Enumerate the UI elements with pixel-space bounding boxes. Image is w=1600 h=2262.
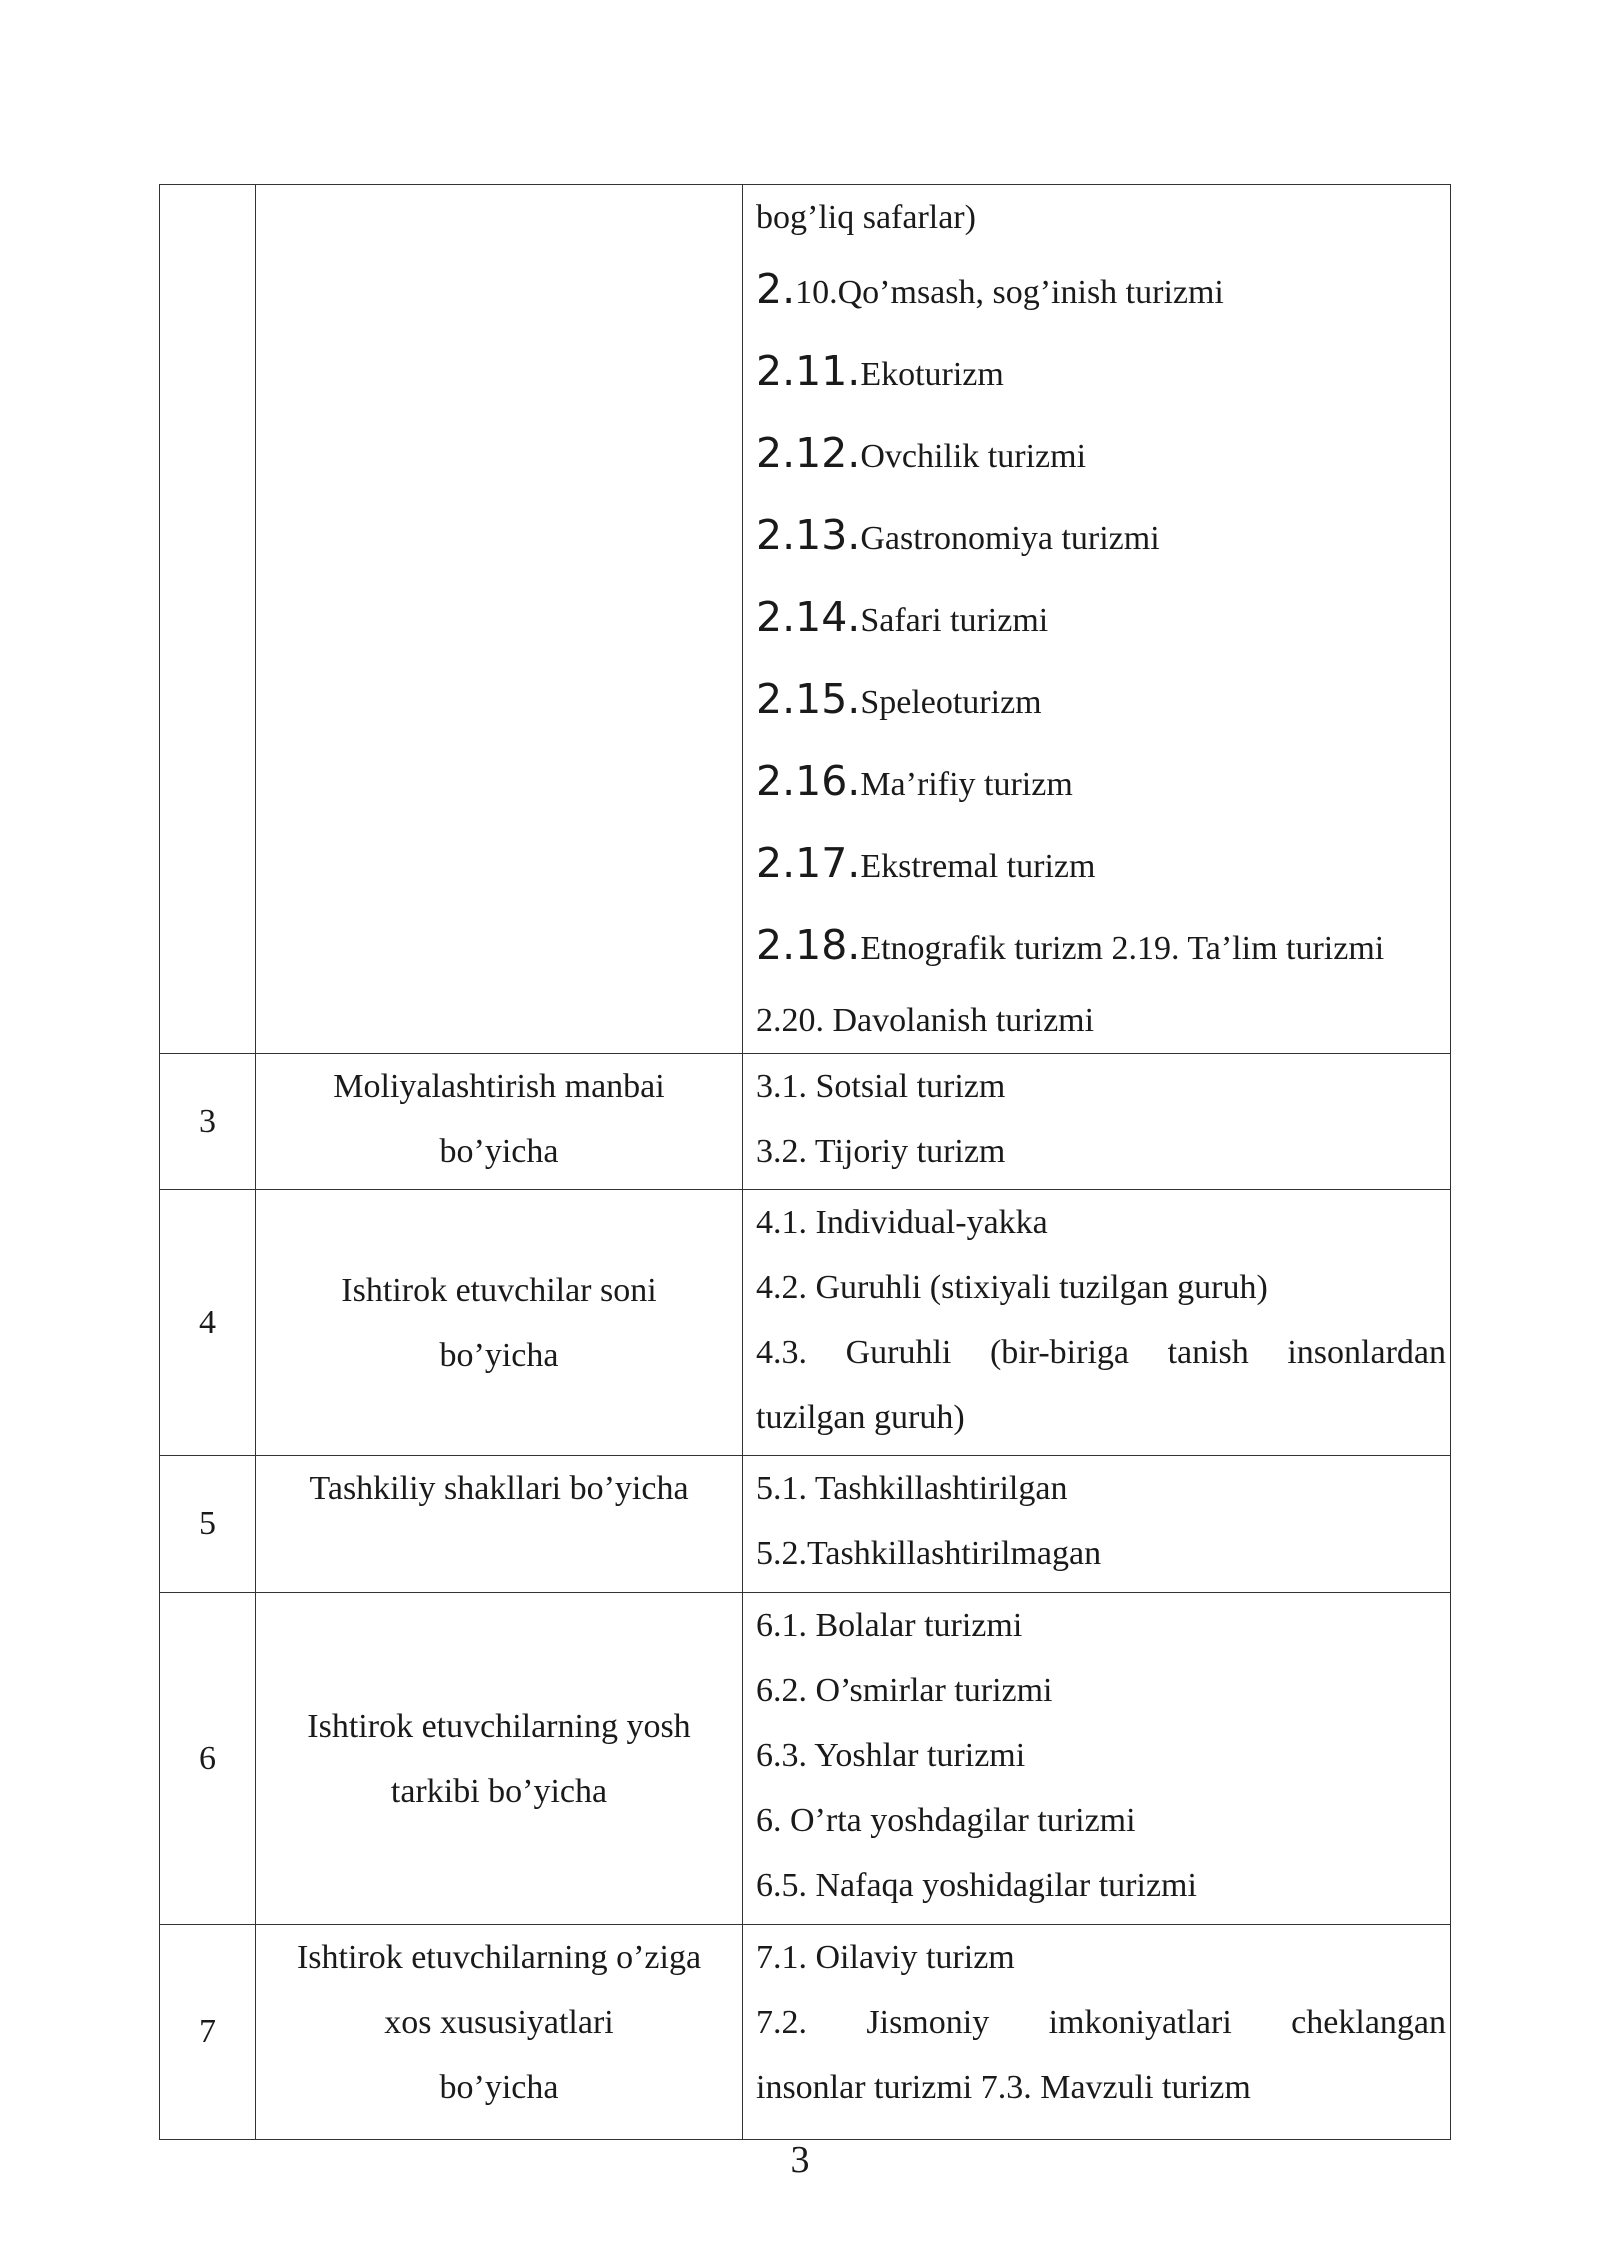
list-item: 7.1. Oilaviy turizm: [756, 1939, 1015, 1976]
list-item: [756, 332, 1446, 414]
item-text: Ma’rifiy turizm: [860, 766, 1073, 803]
category-cell: [256, 1190, 743, 1456]
list-item: 6.3. Yoshlar turizmi: [756, 1737, 1026, 1774]
list-item: 4.2. Guruhli (stixiyali tuzilgan guruh): [756, 1269, 1268, 1306]
row-number: 5: [160, 1456, 256, 1593]
item-text: Ekstremal turizm: [860, 848, 1096, 885]
row-number: 3: [160, 1054, 256, 1190]
list-item: [756, 742, 1446, 824]
items-cell: [743, 1456, 1451, 1593]
item-number: 2.: [756, 265, 796, 313]
list-item: 3.1. Sotsial turizm: [756, 1068, 1006, 1105]
list-item: insonlar turizmi 7.3. Mavzuli turizm: [756, 2069, 1251, 2106]
list-item: [756, 496, 1446, 578]
item-text: Etnografik turizm 2.19. Ta’lim turizmi: [860, 930, 1385, 967]
table-row: [160, 1054, 1451, 1190]
list-item: [756, 906, 1446, 988]
items-cell: [743, 1925, 1451, 2140]
item-number: 2.14.: [756, 593, 861, 641]
row-number-cell: [160, 185, 256, 1054]
row-number: 6: [160, 1593, 256, 1925]
category-line: Moliyalashtirish manbai: [333, 1068, 665, 1105]
item-number: 2.11.: [756, 347, 861, 395]
category-line: Ishtirok etuvchilarning yosh: [307, 1707, 691, 1745]
item-text: Gastronomiya turizmi: [860, 520, 1160, 557]
list-item: [756, 824, 1446, 906]
list-item: 6.1. Bolalar turizmi: [756, 1607, 1023, 1644]
category-line: Ishtirok etuvchilarning o’ziga: [296, 1939, 702, 1976]
table-row: [160, 185, 1451, 1054]
category-cell: [256, 1593, 743, 1925]
category-cell: [256, 1456, 743, 1593]
table-row: [160, 1593, 1451, 1925]
item-text: Speleoturizm: [860, 684, 1042, 721]
category-line: Tashkiliy shakllari bo’yicha: [309, 1470, 689, 1507]
items-cell: [743, 185, 1451, 1054]
list-item: 2.20. Davolanish turizmi: [756, 1002, 1095, 1039]
list-item: [756, 250, 1446, 332]
item-number: 2.13.: [756, 511, 861, 559]
tourism-classification-table: [159, 184, 1451, 2140]
page-number: 3: [790, 2139, 810, 2181]
list-item: 4.1. Individual-yakka: [756, 1204, 1048, 1241]
table-row: [160, 1190, 1451, 1456]
item-number: 2.12.: [756, 429, 861, 477]
items-cell: [743, 1054, 1451, 1190]
table-row: [160, 1925, 1451, 2140]
list-item: [756, 414, 1446, 496]
category-line: Ishtirok etuvchilar soni: [341, 1271, 657, 1309]
category-cell: [256, 1054, 743, 1190]
list-item: 6. O’rta yoshdagilar turizmi: [756, 1802, 1136, 1839]
category-cell: [256, 185, 743, 1054]
item-text: Ovchilik turizmi: [860, 438, 1087, 475]
list-item: [756, 578, 1446, 660]
list-item: 5.2.Tashkillashtirilmagan: [756, 1535, 1102, 1572]
category-line: bo’yicha: [439, 1336, 559, 1374]
list-item: bog’liq safarlar): [756, 199, 976, 236]
item-number: 2.17.: [756, 839, 861, 887]
category-cell: [256, 1925, 743, 2140]
list-item: tuzilgan guruh): [756, 1399, 965, 1436]
list-item: 5.1. Tashkillashtirilgan: [756, 1470, 1068, 1507]
category-line: tarkibi bo’yicha: [390, 1772, 608, 1810]
category-line: xos xususiyatlari: [384, 2004, 614, 2041]
row-number: 7: [160, 1925, 256, 2140]
item-number: 2.18.: [756, 921, 861, 969]
item-number: 2.15.: [756, 675, 861, 723]
item-text: 10.Qo’msash, sog’inish turizmi: [795, 274, 1224, 311]
list-item: 4.3. Guruhli (bir-biriga tanish insonlardan: [756, 1334, 1446, 1371]
category-line: bo’yicha: [439, 2069, 559, 2106]
items-cell: [743, 1593, 1451, 1925]
row-number: 4: [160, 1190, 256, 1456]
category-line: bo’yicha: [439, 1133, 559, 1170]
item-text: Safari turizmi: [860, 602, 1049, 639]
item-number: 2.16.: [756, 757, 861, 805]
table-row: [160, 1456, 1451, 1593]
list-item: 3.2. Tijoriy turizm: [756, 1133, 1006, 1170]
items-cell: [743, 1190, 1451, 1456]
list-item: 6.2. O’smirlar turizmi: [756, 1672, 1053, 1709]
list-item: [756, 660, 1446, 742]
list-item: 7.2. Jismoniy imkoniyatlari cheklangan: [756, 2004, 1446, 2041]
item-text: Ekoturizm: [860, 356, 1004, 393]
list-item: 6.5. Nafaqa yoshidagilar turizmi: [756, 1867, 1197, 1904]
